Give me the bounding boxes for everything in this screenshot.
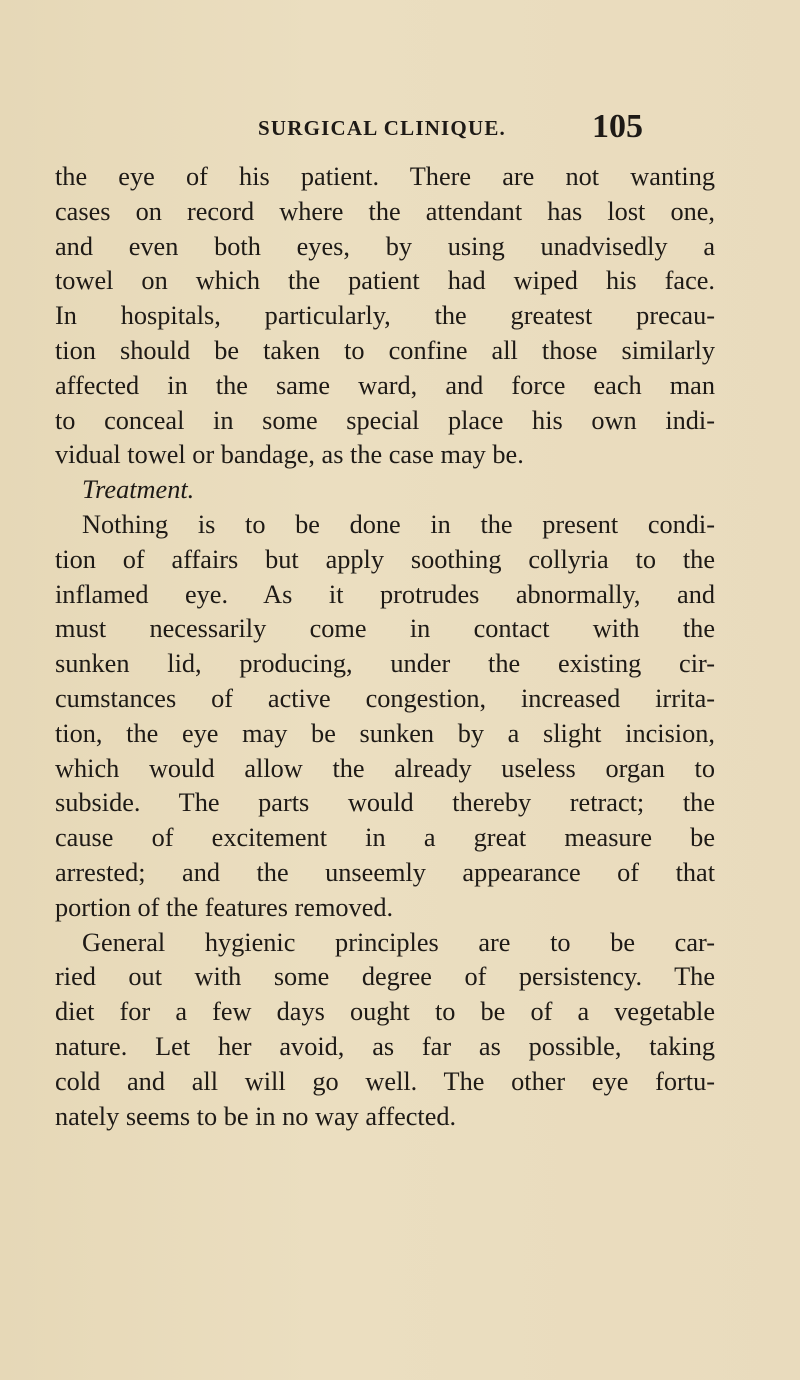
- section-heading: Treatment.: [82, 475, 195, 505]
- text-line: the eye of his patient. There are not wanting: [55, 162, 715, 191]
- running-head: SURGICAL CLINIQUE.: [258, 116, 506, 140]
- text-line: which would allow the already useless organ to: [55, 753, 715, 783]
- text-line: In hospitals, particularly, the greatest precau-: [55, 301, 715, 331]
- text-line: and even both eyes, by using unadvisedly a: [55, 231, 715, 261]
- text-line: cumstances of active congestion, increased irrita-: [55, 683, 715, 713]
- text-line: nately seems to be in no way affected.: [55, 1101, 457, 1131]
- text-line: cause of excitement in a great measure be: [55, 823, 715, 853]
- text-line: cases on record where the attendant has lost one,: [55, 196, 715, 226]
- text-line: subside. The parts would thereby retract; the: [55, 788, 715, 818]
- text-line: nature. Let her avoid, as far as possible, taking: [55, 1031, 715, 1061]
- text-line: affected in the same ward, and force each man: [55, 370, 715, 400]
- text-line: arrested; and the unseemly appearance of that: [55, 857, 715, 887]
- text-line: vidual towel or bandage, as the case may be.: [55, 440, 524, 470]
- text-line: diet for a few days ought to be of a vegetable: [55, 997, 715, 1027]
- text-line: ried out with some degree of persistency. The: [55, 962, 715, 992]
- text-line: tion should be taken to confine all those similarly: [55, 335, 715, 365]
- text-line: cold and all will go well. The other eye fortu-: [55, 1066, 715, 1096]
- text-line: must necessarily come in contact with the: [55, 614, 715, 644]
- text-line: to conceal in some special place his own indi-: [55, 405, 715, 435]
- page-number: 105: [592, 108, 643, 145]
- page-header: [0, 110, 800, 154]
- body-text: [55, 160, 715, 1134]
- text-line: Nothing is to be done in the present condi-: [82, 509, 715, 539]
- text-line: towel on which the patient had wiped his face.: [55, 266, 715, 296]
- text-line: tion of affairs but apply soothing collyria to the: [55, 544, 715, 574]
- text-line: inflamed eye. As it protrudes abnormally, and: [55, 579, 715, 609]
- text-line: portion of the features removed.: [55, 892, 394, 922]
- text-line: General hygienic principles are to be car-: [82, 927, 715, 957]
- text-line: sunken lid, producing, under the existing cir-: [55, 649, 715, 679]
- text-line: tion, the eye may be sunken by a slight incision,: [55, 718, 715, 748]
